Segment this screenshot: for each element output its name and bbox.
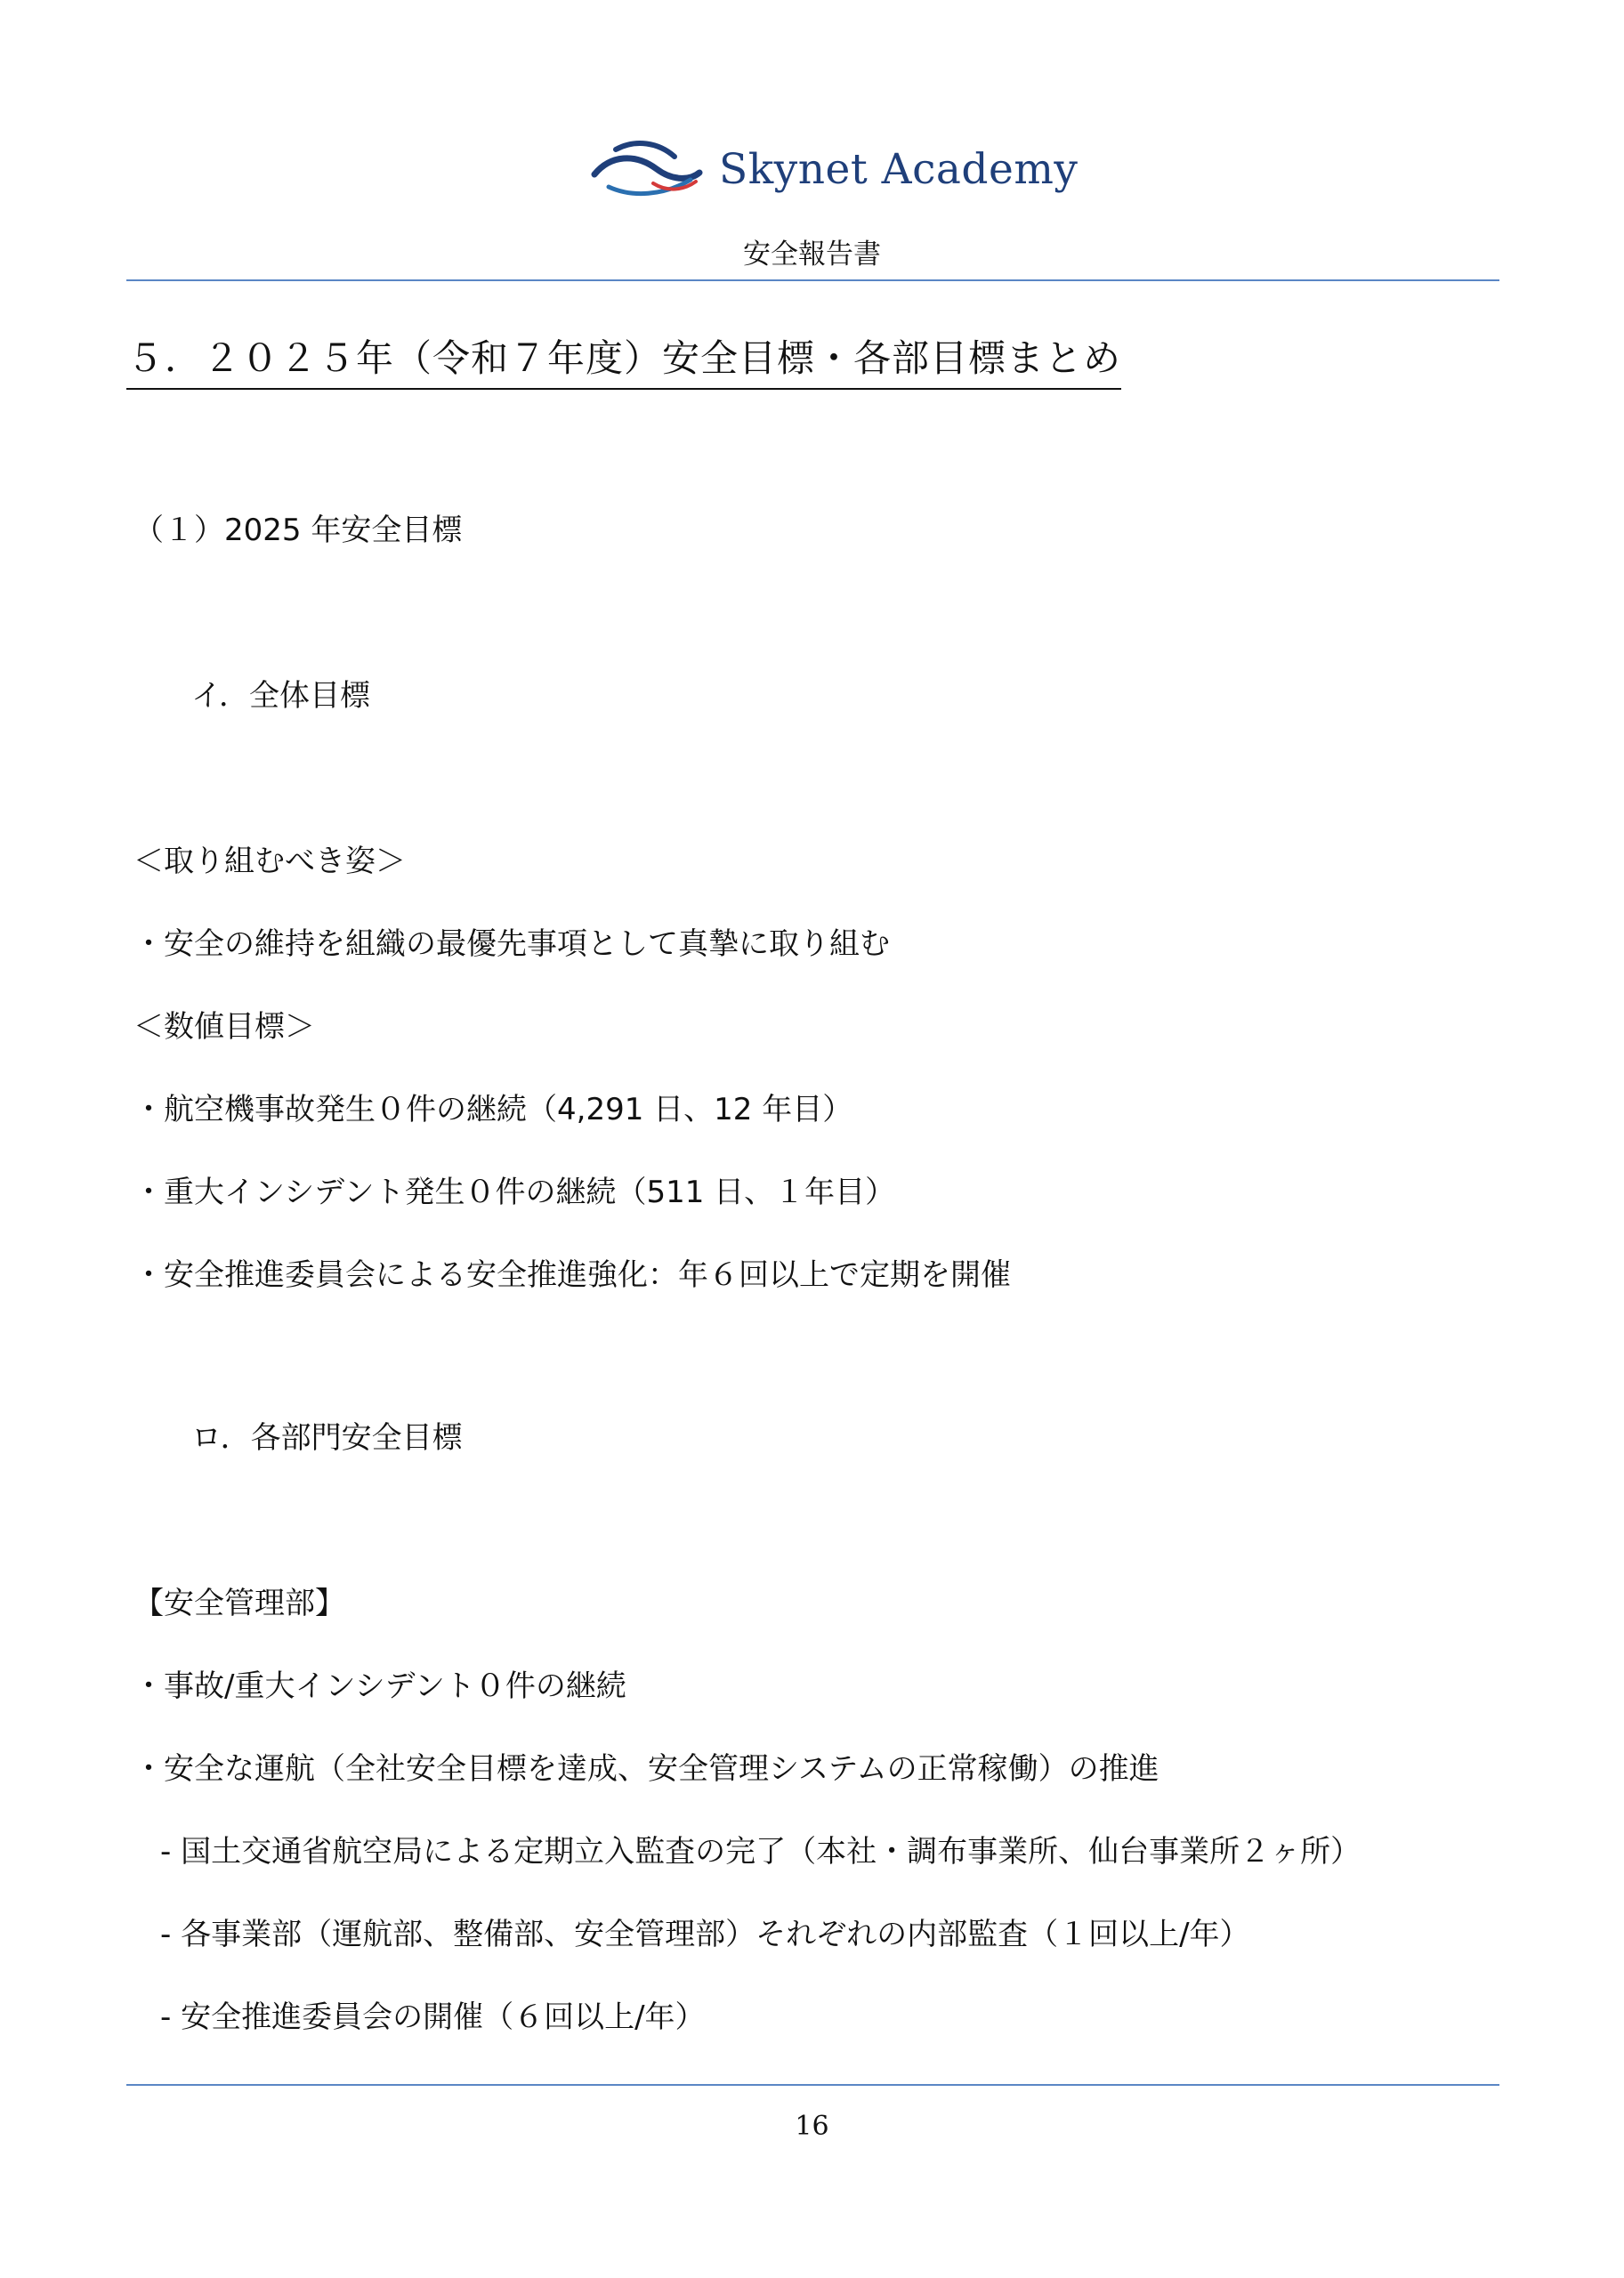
page-header — [0, 133, 1624, 294]
subsection-title: （１）2025 年安全目標 — [133, 513, 463, 548]
list-item: ・安全な運航（全社安全目標を達成、安全管理システムの正常稼働）の推進 — [133, 1751, 1159, 1787]
posture-item: ・安全の維持を組織の最優先事項として真摯に取り組む — [133, 926, 890, 962]
list-item: ・重大インシデント発生０件の継続（511 日、１年目） — [133, 1175, 896, 1210]
sub-list-item: - 安全推進委員会の開催（６回以上/年） — [160, 1999, 706, 2035]
brand-name: Skynet Academy — [719, 144, 1079, 194]
section-title: ５．２０２５年（令和７年度）安全目標・各部目標まとめ — [126, 329, 1121, 390]
company-logo — [589, 133, 1078, 205]
document-subtitle: 安全報告書 — [743, 238, 881, 271]
posture-label: ＜取り組むべき姿＞ — [133, 844, 406, 879]
page-number: 16 — [795, 2111, 829, 2142]
department-label: 【安全管理部】 — [133, 1586, 345, 1621]
list-item: ・事故/重大インシデント０件の継続 — [133, 1668, 626, 1704]
department-goal-heading: ロ．各部門安全目標 — [191, 1420, 463, 1456]
numeric-goal-label: ＜数値目標＞ — [133, 1009, 315, 1045]
sub-list-item: - 各事業部（運航部、整備部、安全管理部）それぞれの内部監査（１回以上/年） — [160, 1917, 1250, 1952]
header-divider — [126, 279, 1499, 281]
wave-logo-icon — [589, 133, 705, 205]
footer-divider — [126, 2084, 1499, 2086]
list-item: ・安全推進委員会による安全推進強化：年６回以上で定期を開催 — [133, 1257, 1011, 1293]
sub-list-item: - 国土交通省航空局による定期立入監査の完了（本社・調布事業所、仙台事業所２ヶ所） — [160, 1834, 1361, 1870]
list-item: ・航空機事故発生０件の継続（4,291 日、12 年目） — [133, 1092, 853, 1127]
overall-goal-heading: イ．全体目標 — [191, 678, 370, 714]
